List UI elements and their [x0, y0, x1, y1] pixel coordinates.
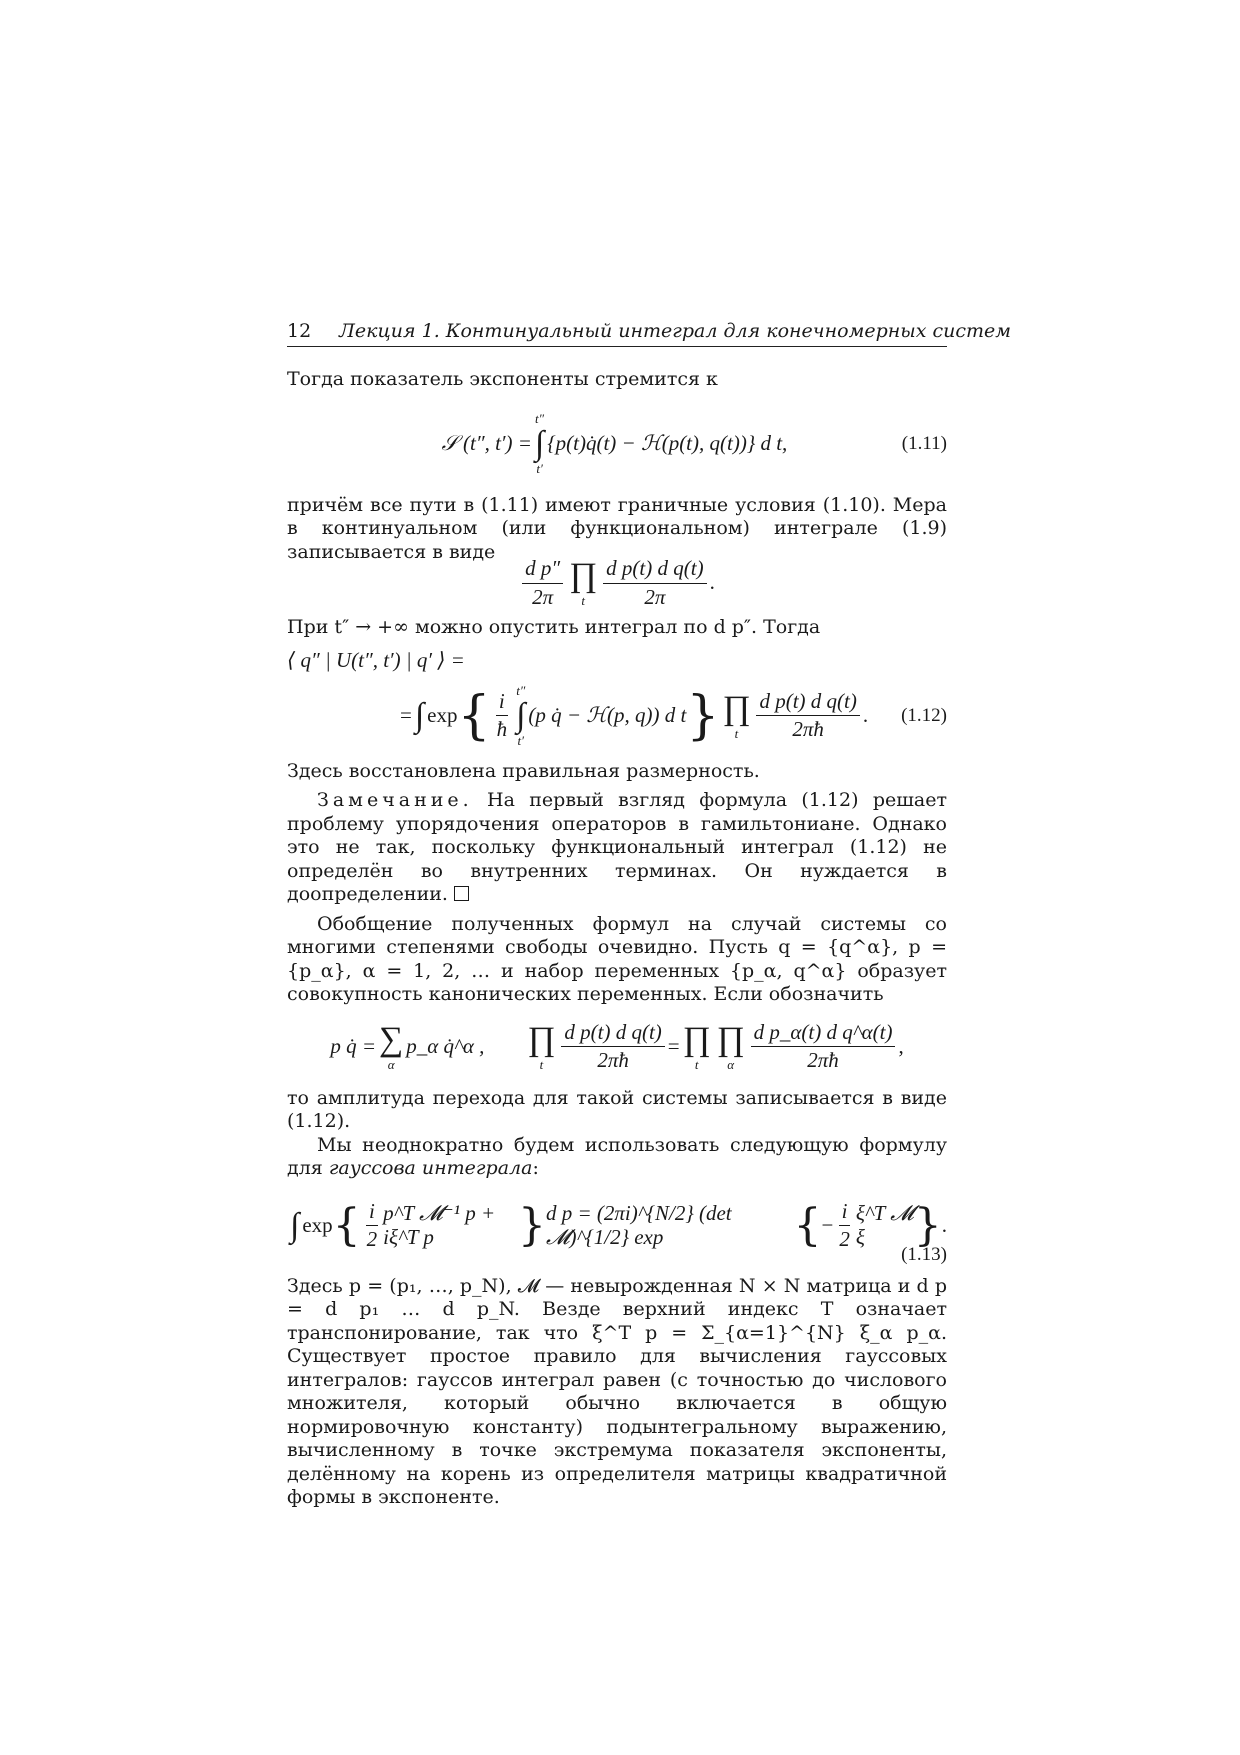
paragraph-7: то амплитуда перехода для такой системы записывается в виде (1.12).	[287, 1086, 947, 1132]
equation-measure-body	[287, 557, 947, 609]
eq-1-12-integrand: (p q̇ − ℋ(p, q)) d t	[528, 702, 687, 727]
integral-symbol: ∫	[290, 1206, 300, 1244]
frac-num: i	[496, 690, 508, 717]
multi-den-1: 2πħ	[597, 1048, 629, 1072]
product-symbol: ∏	[722, 689, 751, 727]
product-symbol: ∏	[569, 557, 598, 594]
equation-1-12-body	[287, 684, 901, 748]
left-brace: {	[457, 685, 491, 746]
eq-1-12-end: .	[862, 702, 869, 727]
product-symbol: ∏	[682, 1020, 711, 1058]
i-over-2-second	[836, 1200, 853, 1252]
measure-den-1: 2π	[532, 584, 554, 609]
equation-number-1-11: (1.11)	[901, 432, 947, 454]
sum-sign	[379, 1022, 403, 1072]
integral-sign	[290, 1208, 299, 1244]
product-sign-1	[527, 1022, 555, 1072]
eq-1-13-end: .	[941, 1212, 947, 1237]
eq-1-11-lhs: 𝒮 (t″, t′) =	[441, 430, 532, 455]
exp-function: exp	[302, 1212, 333, 1237]
multi-equals: =	[667, 1033, 680, 1058]
running-header	[287, 320, 1012, 347]
right-brace: }	[686, 685, 720, 746]
eq-1-13-middle: d p = (2πi)^{N/2} (det 𝓜)^{1/2} exp	[545, 1201, 732, 1249]
paragraph-9: Здесь p = (p₁, …, p_N), 𝓜 — невырожденная N × N матрица и d p = d p₁ … d p_N. Везде верхний индекс T означает транспонирование, так что ξ^T p = Σ_{α=1}^{N} ξ_α p_α. Существует простое правило для вычисления гауссовых интегралов: гауссов интеграл равен (с точностью до числового множителя, который обычно включается в общую нормировочную константу) подынтегральному выражению, вычисленному в точке экстремума показателя экспоненты, делённому на корень из определителя матрицы квадратичной формы в экспоненте.	[287, 1274, 947, 1508]
multi-den-2: 2πħ	[807, 1048, 839, 1072]
product-sign-3	[717, 1022, 745, 1072]
remark-text: На первый взгляд формула (1.12) решает проблему упорядочения операторов в гамильтониане. Однако это не так, поскольку функциональный интеграл (1.12) не определён во внутренних терминах. Он нуждается в доопределении.	[287, 789, 947, 905]
frac-den: ħ	[496, 717, 508, 741]
product-sign	[722, 691, 750, 741]
eq-1-11-integrand: {p(t)q̇(t) − ℋ(p(t), q(t))} d t,	[547, 430, 788, 455]
integral-lower-limit: t′	[517, 732, 524, 748]
left-brace: {	[332, 1199, 361, 1251]
integral-lower-limit: t′	[536, 460, 543, 476]
equation-number-1-13: (1.13)	[901, 1244, 947, 1265]
i-over-hbar	[494, 690, 511, 742]
left-brace-2: {	[793, 1199, 822, 1251]
page-body	[287, 368, 947, 1510]
end-of-remark-square-icon	[454, 886, 469, 901]
paragraph-1: Тогда показатель экспоненты стремится к	[287, 368, 718, 390]
integral-upper-limit: t″	[516, 682, 526, 698]
eq-1-12-equals: =	[399, 702, 412, 727]
multi-lhs: p q̇ =	[330, 1033, 376, 1058]
p8-italic-term: гауссова интеграла	[328, 1157, 533, 1179]
eq-1-13-exponent: p^T 𝓜⁻¹ p + iξ^T p	[383, 1201, 496, 1249]
product-subscript: t	[734, 725, 739, 741]
right-brace: }	[517, 1199, 546, 1251]
paragraph-3: При t″ → +∞ можно опустить интеграл по d p″. Тогда	[287, 616, 821, 638]
product-subscript-2: t	[694, 1056, 699, 1072]
equation-1-11	[287, 398, 947, 490]
frac-num: i	[366, 1200, 378, 1227]
measure-end: .	[709, 570, 715, 595]
equation-1-12	[287, 674, 947, 758]
integral-sign	[535, 412, 544, 476]
product-sign-2	[683, 1022, 711, 1072]
equation-1-11-body	[287, 412, 902, 476]
product-symbol: ∏	[716, 1020, 745, 1058]
frac-den: 2	[366, 1227, 378, 1251]
eq-1-12-lhs: ⟨ q″ | U(t″, t′) | q′ ⟩ =	[287, 647, 465, 672]
p8-before: Мы неоднократно будем использовать следующую формулу для	[287, 1133, 947, 1179]
multi-term: p_α q̇^α ,	[406, 1033, 485, 1058]
sum-symbol: ∑	[378, 1020, 404, 1058]
equation-1-13	[287, 1185, 947, 1267]
equation-1-12-lhs-line	[287, 648, 947, 674]
multi-fraction-1	[561, 1021, 664, 1073]
measure-num-1: d p″	[522, 557, 563, 584]
product-subscript: t	[581, 593, 585, 608]
paragraph-6: Обобщение полученных формул на случай системы со многими степенями свободы очевидно. Пусть q = {q^α}, p = {p_α}, α = 1, 2, … и набор переменных {p_α, q^α} образует совокупность канонических переменных. Если обозначить	[287, 912, 947, 1005]
integral-symbol: ∫	[516, 696, 526, 734]
remark-label: Замечание.	[317, 789, 473, 811]
measure-fraction-2	[603, 557, 706, 609]
integral-upper-limit: t″	[535, 410, 545, 426]
paragraph-4: Здесь восстановлена правильная размерность.	[287, 759, 760, 782]
eq-1-13-exponent-2: ξ^T 𝓜 ξ	[855, 1201, 914, 1249]
multi-end: ,	[898, 1033, 904, 1058]
exp-function: exp	[427, 702, 458, 727]
page-number: 12	[287, 320, 312, 342]
measure-den: 2πħ	[792, 717, 824, 741]
product-subscript-3: α	[727, 1056, 735, 1072]
right-brace-2: }	[913, 1199, 942, 1251]
equation-multi	[287, 1009, 947, 1085]
integral-symbol: ∫	[534, 424, 545, 462]
equation-multi-body	[287, 1021, 947, 1073]
running-title: Лекция 1. Континуальный интеграл для конечномерных систем	[339, 320, 1012, 342]
product-subscript: t	[539, 1056, 544, 1072]
minus-sign: −	[821, 1212, 834, 1237]
p8-after: :	[532, 1157, 539, 1179]
i-over-2	[364, 1200, 381, 1252]
measure-fraction-1	[522, 557, 563, 609]
frac-den-2: 2	[839, 1227, 850, 1251]
paragraph-2: причём все пути в (1.11) имеют граничные условия (1.10). Мера в континуальном (или функциональном) интеграле (1.9) записывается в виде	[287, 493, 947, 563]
measure-num-2: d p(t) d q(t)	[603, 557, 706, 584]
integral-symbol: ∫	[414, 696, 425, 734]
multi-fraction-2	[751, 1021, 896, 1073]
frac-num-2: i	[839, 1200, 851, 1227]
sum-subscript: α	[387, 1056, 395, 1072]
integral-sign-inner	[516, 684, 525, 748]
equation-number-1-12: (1.12)	[901, 704, 947, 726]
product-symbol: ∏	[527, 1020, 556, 1058]
product-sign	[569, 558, 597, 608]
measure-den-2: 2π	[644, 584, 666, 609]
multi-num-1: d p(t) d q(t)	[561, 1021, 664, 1048]
multi-num-2: d p_α(t) d q^α(t)	[751, 1021, 896, 1048]
paragraph-8	[287, 1134, 947, 1181]
measure-num: d p(t) d q(t)	[756, 690, 859, 717]
integral-sign-outer	[415, 698, 424, 734]
measure-fraction	[756, 690, 859, 742]
equation-measure	[287, 558, 947, 608]
equation-1-13-body	[287, 1200, 947, 1252]
paragraph-remark	[287, 789, 947, 907]
